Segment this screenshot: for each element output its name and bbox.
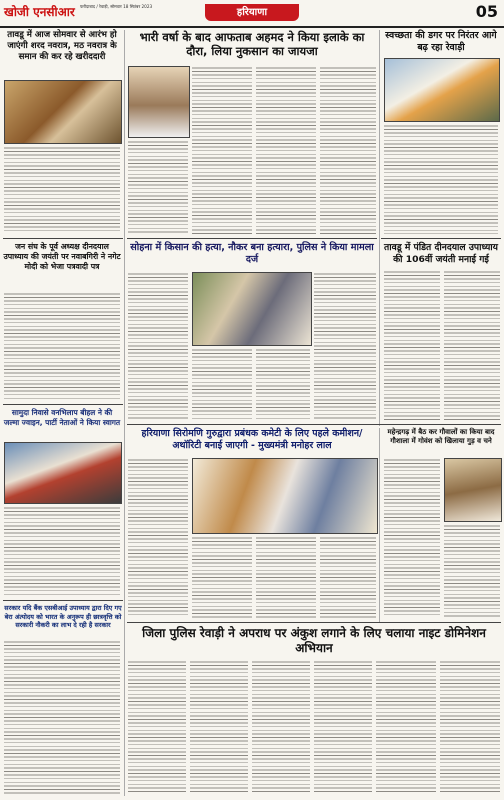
- divider: [3, 404, 123, 405]
- section-label: हरियाणा: [205, 4, 299, 21]
- body-s1: [4, 146, 120, 234]
- body-s11c: [252, 660, 310, 794]
- body-s11e: [376, 660, 436, 794]
- photo-crowd: [192, 272, 312, 346]
- body-s2b: [256, 66, 316, 234]
- body-s9a: [384, 458, 440, 618]
- headline-s4: जन संघ के पूर्व अध्यक्ष दीनदयाल उपाध्याय की जयंती पर नवाबगिरी ने नगेट मोदी को भेजा पत्रवादी पत्र: [3, 242, 121, 271]
- body-s10: [4, 640, 120, 794]
- column-rule: [124, 30, 125, 796]
- body-s2c: [320, 66, 376, 234]
- photo-chief-minister: [192, 458, 378, 534]
- headline-s3: स्वच्छता की डगर पर निरंतर आगे बढ़ रहा रेवाड़ी: [385, 30, 497, 53]
- body-s8b: [192, 536, 252, 618]
- body-s9b: [444, 524, 500, 618]
- body-s5b: [192, 348, 252, 420]
- body-s2d: [128, 140, 188, 234]
- headline-s2: भारी वर्षा के बाद आफताब अहमद ने किया इलाके का दौरा, लिया नुकसान का जायजा: [139, 30, 365, 58]
- headline-s5: सोहना में किसान की हत्या, नौकर बना हत्यारा, पुलिस ने किया मामला दर्ज: [130, 242, 374, 265]
- body-s8d: [320, 536, 376, 618]
- body-s11b: [190, 660, 248, 794]
- column-rule: [379, 30, 380, 426]
- body-s4: [4, 292, 120, 400]
- body-s11f: [440, 660, 500, 794]
- headline-s6: तावडू में पंडित दीनदयाल उपाध्याय की 106वीं जयंती मनाई गई: [384, 242, 498, 265]
- divider: [127, 622, 501, 623]
- body-s2a: [192, 66, 252, 234]
- divider: [381, 238, 501, 239]
- headline-s9: महेन्द्रगढ़ में बैठ कर गौवालों का किया बाद गौशाला में गोवंश को खिलाया गुड़ व चने: [387, 428, 495, 445]
- divider: [3, 238, 123, 239]
- body-s11d: [314, 660, 372, 794]
- divider: [127, 424, 501, 425]
- headline-s11: जिला पुलिस रेवाड़ी ने अपराध पर अंकुश लगाने के लिए चलाया नाइट डोमिनेशन अभियान: [142, 626, 486, 655]
- body-s5d: [314, 272, 376, 420]
- column-rule: [379, 428, 380, 622]
- body-s8c: [256, 536, 316, 618]
- body-s11a: [128, 660, 186, 794]
- headline-s10: सरकार यदि बैंक एसबीआई उपाध्याय द्वारा दिए गए बेरा अंत्योदय को भारत के अनुरूप ही छात्रवृत्ति को सरकारी नौकरी का लाभ दे रही है सरकार: [4, 604, 122, 629]
- photo-leader: [128, 66, 190, 138]
- headline-s1: तावडू में आज सोमवार से आरंभ हो जाएंगी शरद नवरात्र, मठ नवरात्र के समान की कर रहे खरीददारी: [7, 30, 117, 62]
- brand-logo: खोजी एनसीआर: [4, 5, 75, 19]
- body-s7: [4, 506, 120, 596]
- page-number: 05: [475, 2, 498, 21]
- body-s5a: [128, 272, 188, 420]
- photo-cowshed: [444, 458, 502, 522]
- body-s6b: [444, 270, 500, 420]
- headline-s7: सामुदा निवासे वनभिलाप बीहल ने की जल्मा ज्वाइन, पार्टी नेताओं ने किया स्वागत: [3, 408, 121, 427]
- photo-market: [4, 80, 122, 144]
- photo-cleanliness: [384, 58, 500, 122]
- photo-welcome: [4, 442, 122, 504]
- edition-info: फरीदाबाद / रेवाड़ी, सोमवार 18 सितंबर 2023: [80, 4, 153, 9]
- masthead: [0, 0, 504, 28]
- body-s5c: [256, 348, 310, 420]
- divider: [127, 238, 377, 239]
- body-s3: [384, 124, 498, 234]
- headline-s8: हरियाणा सिरोमणि गुरुद्वारा प्रबंधक कमेटी के लिए पहले कमीशन/ अथॉरिटी बनाई जाएगी - मुख्यमंत्री मनोहर लाल: [141, 428, 363, 451]
- body-s8a: [128, 458, 188, 618]
- divider: [3, 600, 123, 601]
- body-s6a: [384, 270, 440, 420]
